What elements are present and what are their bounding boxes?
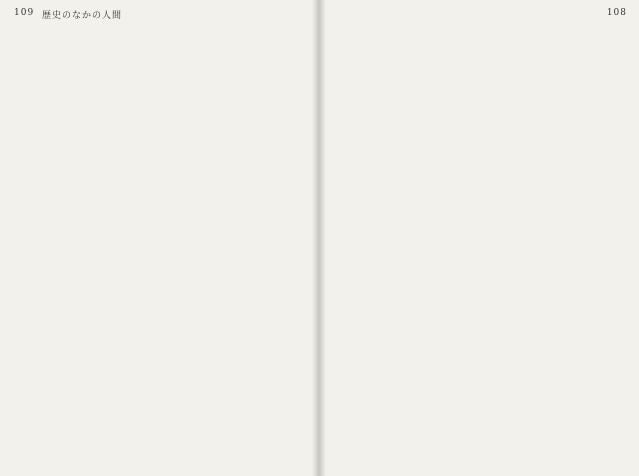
book-gutter [312,0,326,476]
right-page-body [324,30,630,470]
right-page [318,0,639,476]
left-page-body [14,30,312,470]
running-head: 歴史のなかの人間 [42,11,123,21]
right-page-number: 108 [606,8,627,18]
left-page-number: 109 [14,8,35,18]
left-page [0,0,318,476]
